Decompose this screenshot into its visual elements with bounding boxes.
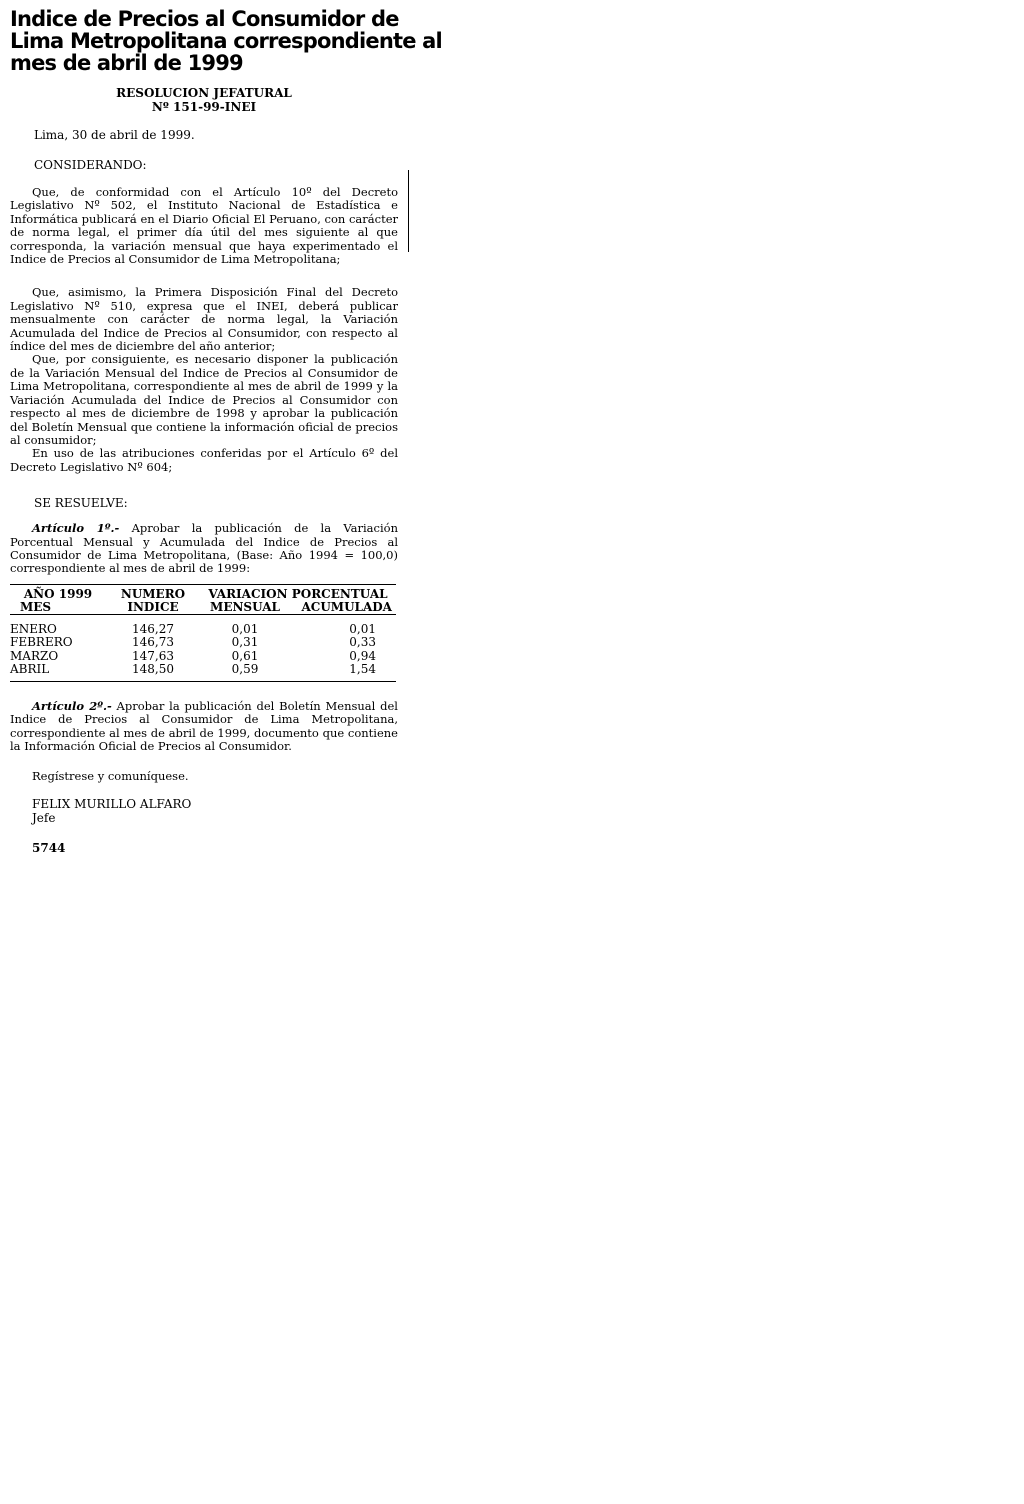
article-2-text: Aprobar la publicación del Boletín Mensual del Indice de Precios al Consumidor de Lima Metropolitana, correspondiente al mes de abril de 1999, documento que contiene la Información Oficial de Precios al Consumidor. (10, 698, 398, 753)
se-resuelve-heading: SE RESUELVE: (34, 496, 128, 511)
table-row (10, 614, 396, 636)
cell-acumulada: 1,54 (349, 662, 376, 677)
header-year: AÑO 1999 (23, 586, 93, 601)
cell-indice: 148,50 (132, 662, 174, 677)
table-header-row (10, 584, 396, 601)
paragraph-2: Que, asimismo, la Primera Disposición Final del Decreto Legislativo Nº 510, expresa que el INEI, deberá publicar mensualmente con carácter de norma legal, la Variación Acumulada del Indice de Precios al Consumidor, con respecto al índice del mes de diciembre del año anterior; (10, 285, 398, 354)
title-line-1: Indice de Precios al Consumidor de (10, 7, 399, 31)
article-2-title: Artículo 2º.- (32, 698, 112, 713)
cell-acumulada: 0,01 (349, 621, 376, 636)
document-column (10, 7, 442, 856)
cell-indice: 146,73 (132, 635, 174, 650)
title-line-3: mes de abril de 1999 (10, 51, 243, 75)
header-mes: MES (20, 599, 52, 614)
paragraph-3: Que, por consiguiente, es necesario disponer la publicación de la Variación Mensual del Indice de Precios al Consumidor de Lima Metropolitana, correspondiente al mes de abril de 1999 y la Variación Acumulada del Indice de Precios al Consumidor con respecto al mes de diciembre de 1998 y aprobar la publicación del Boletín Mensual que contiene la información oficial de precios al consumidor; (10, 352, 398, 447)
document-code: 5744 (32, 841, 66, 856)
cell-mensual: 0,59 (231, 662, 259, 677)
signer-name: FELIX MURILLO ALFARO (32, 797, 192, 812)
article-2 (10, 700, 398, 754)
cell-mes: ENERO (10, 621, 57, 636)
considerando-heading: CONSIDERANDO: (34, 158, 147, 172)
signer-title: Jefe (32, 811, 56, 826)
resolution-type: RESOLUCION JEFATURAL (116, 86, 292, 100)
closing-formula: Regístrese y comuníquese. (32, 769, 189, 784)
article-1-title: Artículo 1º.- (32, 521, 120, 536)
cell-acumulada: 0,94 (349, 648, 376, 663)
cell-mensual: 0,61 (231, 648, 259, 663)
header-acumulada: ACUMULADA (301, 599, 392, 614)
table-row (10, 636, 396, 650)
resolution-heading (10, 86, 398, 114)
column-rule (408, 170, 409, 252)
article-1-text: Aprobar la publicación de la Variación Porcentual Mensual y Acumulada del Indice de Precios al Consumidor de Lima Metropolitana, (Base: Año 1994 = 100,0) correspondiente al mes de abril de 1999: (10, 521, 398, 576)
cell-mes: ABRIL (10, 662, 50, 677)
cell-mensual: 0,31 (231, 635, 259, 650)
article-1 (10, 522, 398, 576)
cell-mes: FEBRERO (10, 635, 73, 650)
table-subheader-row (10, 601, 396, 615)
header-mensual: MENSUAL (210, 599, 280, 614)
header-variacion: VARIACION PORCENTUAL (208, 586, 388, 601)
cell-mensual: 0,01 (231, 621, 259, 636)
cell-acumulada: 0,33 (349, 635, 376, 650)
table-row (10, 663, 396, 681)
paragraph-1: Que, de conformidad con el Artículo 10º del Decreto Legislativo Nº 502, el Instituto Nacional de Estadística e Informática publicará en el Diario Oficial El Peruano, con carácter de norma legal, el primer día útil del mes siguiente al que corresponda, la variación mensual que haya experimentado el Indice de Precios al Consumidor de Lima Metropolitana; (10, 185, 398, 267)
resolution-number: Nº 151-99-INEI (151, 100, 257, 114)
ipc-table (10, 584, 396, 682)
header-indice: INDICE (127, 599, 179, 614)
cell-indice: 146,27 (132, 621, 174, 636)
cell-indice: 147,63 (132, 648, 174, 663)
paragraph-4: En uso de las atribuciones conferidas por el Artículo 6º del Decreto Legislativo Nº 604; (10, 446, 398, 474)
cell-mes: MARZO (10, 648, 59, 663)
dateline: Lima, 30 de abril de 1999. (34, 128, 195, 142)
title-line-2: Lima Metropolitana correspondiente al (10, 29, 442, 53)
page-title (10, 7, 442, 75)
signature-block (32, 797, 398, 825)
table-row (10, 650, 396, 664)
header-numero: NUMERO (120, 586, 186, 601)
